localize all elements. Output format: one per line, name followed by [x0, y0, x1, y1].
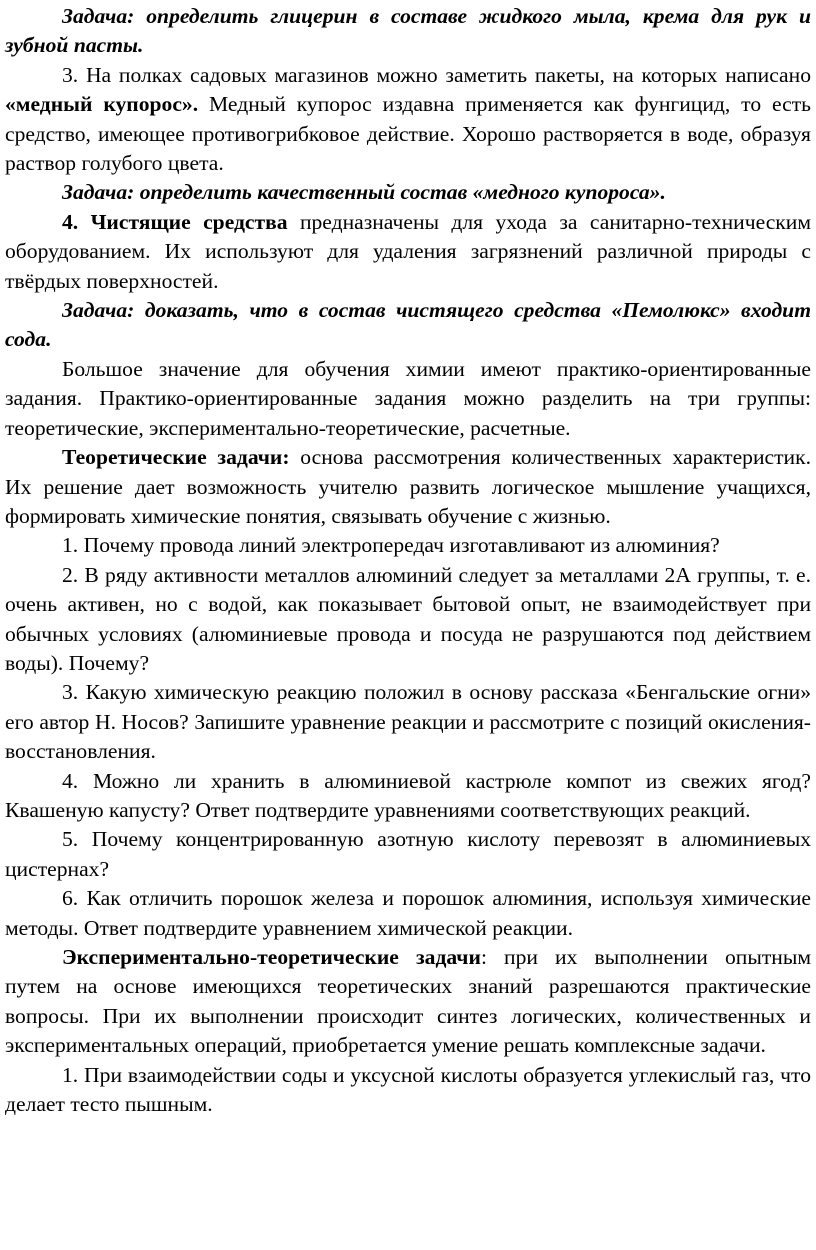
task-pemolux: Задача: доказать, что в состав чистящего средства «Пемолюкс» входит сода.: [5, 298, 811, 352]
question-1: 1. Почему провода линий электропередач изготавливают из алюминия?: [62, 533, 720, 558]
task-pemolux-paragraph: [5, 296, 811, 355]
cleaning-agents-paragraph: [5, 208, 811, 296]
experimental-tasks-text: : при их выполнении опытным путем на основе имеющихся теоретических знаний разрешаются практические вопросы. При их выполнении происходит синтез логических, количественных и экспериментальных операций, приобретается умение решать комплексные задачи.: [5, 945, 811, 1058]
copper-sulfate-text: Медный купорос издавна применяется как фунгицид, то есть средство, имеющее противогрибковое действие. Хорошо растворяется в воде, образуя раствор голубого цвета.: [5, 92, 811, 176]
question-4: 4. Можно ли хранить в алюминиевой кастрюле компот из свежих ягод? Квашеную капусту? Ответ подтвердите уравнениями соответствующих реакций.: [5, 768, 811, 822]
document-page: [0, 2, 816, 1250]
question-3: 3. Какую химическую реакцию положил в основу рассказа «Бенгальские огни» его автор Н. Носов? Запишите уравнение реакции и рассмотрите с позиций окисления-восстановления.: [5, 680, 811, 764]
experimental-tasks-paragraph: [5, 943, 811, 1061]
experimental-question-1: 1. При взаимодействии соды и уксусной кислоты образуется углекислый газ, что делает тесто пышным.: [5, 1062, 811, 1117]
theoretical-tasks-text: основа рассмотрения количественных характеристик. Их решение дает возможность учителю развить логическое мышление учащихся, формировать химические понятия, связывать обучение с жизнью.: [5, 445, 811, 528]
copper-sulfate-paragraph: [5, 61, 811, 179]
practice-tasks-intro: Большое значение для обучения химии имеют практико-ориентированные задания. Практико-ориентированные задания можно разделить на три группы: теоретические, экспериментально-теоретические, расчетные.: [5, 356, 811, 440]
cleaning-agents-term: 4. Чистящие средства: [62, 209, 288, 234]
question-5: 5. Почему концентрированную азотную кислоту перевозят в алюминиевых цистернах?: [5, 827, 811, 881]
copper-sulfate-lead: 3. На полках садовых магазинов можно заметить пакеты, на которых написано: [62, 62, 811, 87]
task-glycerin-paragraph: [5, 2, 811, 61]
theoretical-tasks-term: Теоретические задачи:: [62, 445, 290, 470]
question-2: 2. В ряду активности металлов алюминий следует за металлами 2А группы, т. е. очень активен, но с водой, как показывает бытовой опыт, не взаимодействует при обычных условиях (алюминиевые провода и посуда не разрушаются под действием воды). Почему?: [5, 562, 811, 675]
experimental-tasks-term: Экспериментально-теоретические задачи: [62, 945, 481, 969]
task-copper-sulfate: Задача: определить качественный состав «медного купороса».: [62, 180, 666, 205]
task-copper-sulfate-paragraph: [5, 178, 811, 207]
cleaning-agents-text: предназначены для ухода за санитарно-техническим оборудованием. Их используют для удаления загрязнений различной природы с твёрдых поверхностей.: [5, 209, 811, 293]
copper-sulfate-term: «медный купорос».: [5, 92, 199, 117]
task-glycerin: Задача: определить глицерин в составе жидкого мыла, крема для рук и зубной пасты.: [5, 4, 811, 58]
question-6: 6. Как отличить порошок железа и порошок алюминия, используя химические методы. Ответ подтвердите уравнением химической реакции.: [5, 886, 811, 940]
theoretical-tasks-paragraph: [5, 443, 811, 531]
